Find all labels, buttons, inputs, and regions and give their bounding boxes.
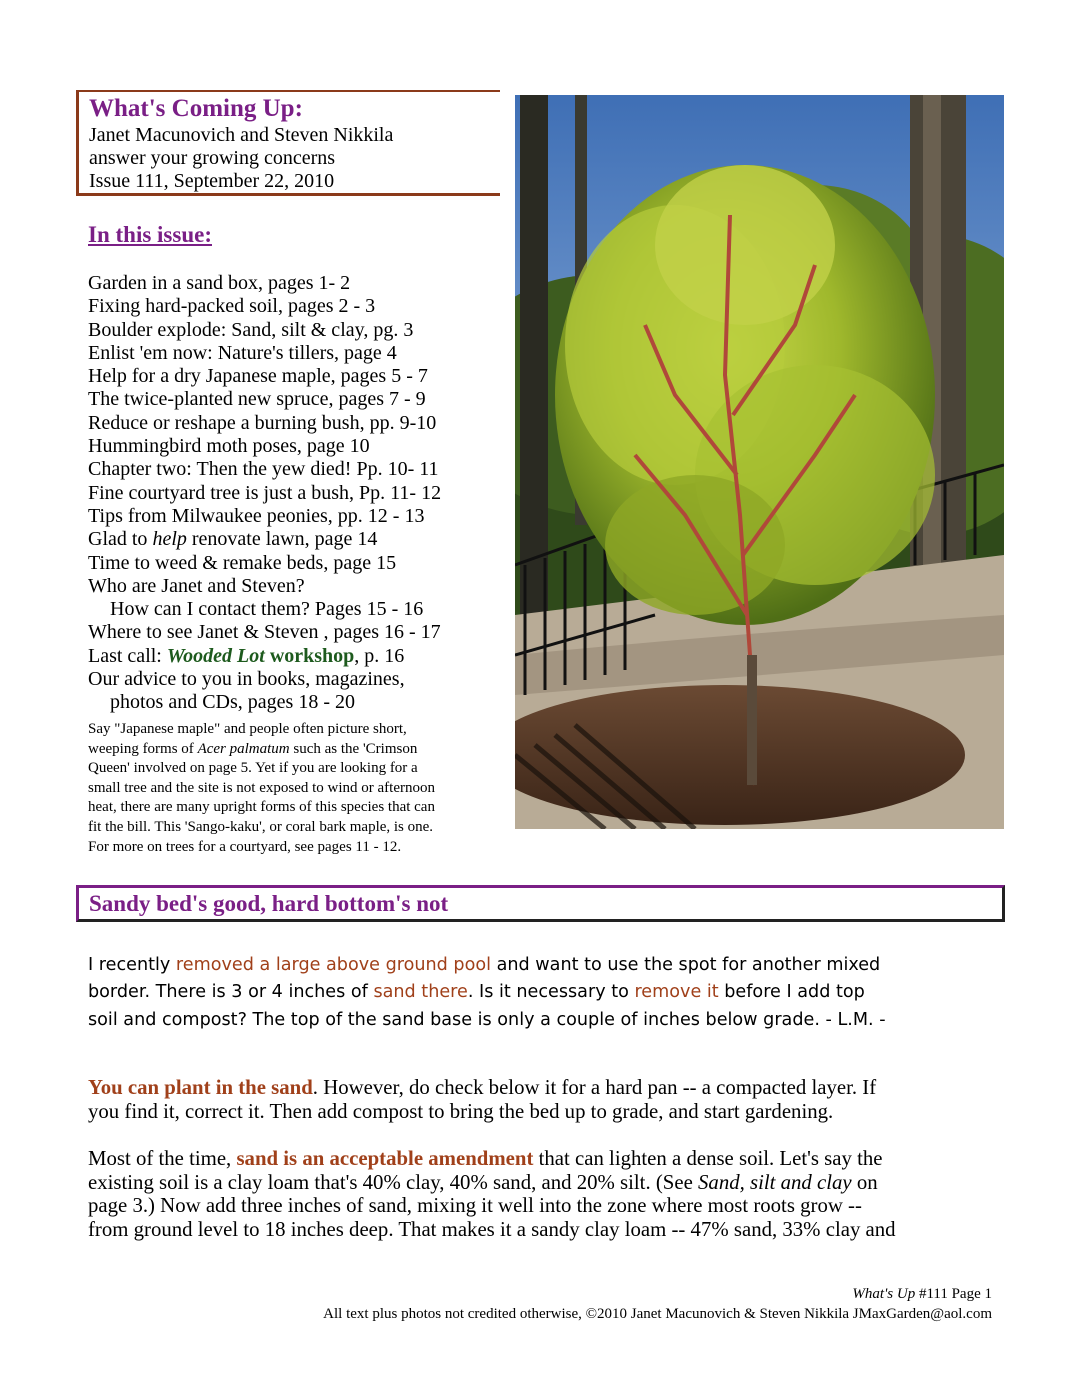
- photo-caption: [88, 720, 504, 857]
- answer-line: you find it, correct it. Then add compost to bring the bed up to grade, and start gardening.: [88, 1099, 834, 1123]
- answer-reference[interactable]: Sand, silt and clay: [698, 1170, 852, 1194]
- question-text: . Is it necessary to: [467, 982, 635, 1003]
- toc-item[interactable]: Hummingbird moth poses, page 10: [88, 435, 370, 458]
- header-issue: Issue 111, September 22, 2010: [89, 170, 335, 192]
- answer-line: page 3.) Now add three inches of sand, mixing it well into the zone where most roots grow --: [88, 1194, 862, 1217]
- question-line: [88, 952, 988, 979]
- toc-item[interactable]: photos and CDs, pages 18 - 20: [110, 691, 355, 714]
- footer-page-number: [852, 1286, 992, 1303]
- toc-item[interactable]: How can I contact them? Pages 15 - 16: [110, 598, 424, 621]
- caption-line: heat, there are many upright forms of this species that can: [88, 799, 435, 816]
- toc-item[interactable]: Time to weed & remake beds, page 15: [88, 551, 397, 574]
- toc-item[interactable]: Help for a dry Japanese maple, pages 5 - 7: [88, 365, 428, 388]
- caption-latin-name: Acer palmatum: [197, 740, 290, 757]
- answer-line: [88, 1147, 998, 1171]
- toc-item[interactable]: Where to see Janet & Steven , pages 16 - 17: [88, 621, 441, 644]
- answer-line: [88, 1076, 998, 1100]
- toc-list: [88, 272, 508, 715]
- question-text: and want to use the spot for another mixed: [491, 955, 881, 975]
- answer-text: existing soil is a clay loam that's 40% clay, 40% sand, and 20% silt. (See: [88, 1170, 699, 1194]
- toc-item[interactable]: Boulder explode: Sand, silt & clay, pg. 3: [88, 318, 414, 341]
- answer-line: from ground level to 18 inches deep. That makes it a sandy clay loam -- 47% sand, 33% clay and: [88, 1217, 896, 1241]
- toc-glad-post: renovate lawn, page 14: [186, 528, 378, 551]
- toc-heading: In this issue:: [88, 222, 212, 247]
- caption-line: For more on trees for a courtyard, see pages 11 - 12.: [88, 838, 402, 855]
- question-line: soil and compost? The top of the sand base is only a couple of inches below grade. - L.M. -: [88, 1009, 886, 1030]
- answer-text: . However, do check below it for a hard pan -- a compacted layer. If: [312, 1076, 877, 1099]
- caption-line: small tree and the site is not exposed to wind or afternoon: [88, 779, 435, 796]
- answer-text: on: [851, 1170, 878, 1194]
- toc-item[interactable]: Tips from Milwaukee peonies, pp. 12 - 13: [88, 504, 425, 527]
- header-authors: Janet Macunovich and Steven Nikkila: [89, 124, 394, 146]
- caption-line: [88, 740, 504, 760]
- toc-item[interactable]: Our advice to you in books, magazines,: [88, 668, 405, 691]
- question-highlight: remove it: [634, 982, 719, 1003]
- question-text: border. There is 3 or 4 inches of: [88, 982, 374, 1003]
- caption-text: such as the 'Crimson: [289, 740, 418, 757]
- answer-paragraph-2: [88, 1147, 998, 1241]
- toc-last-bold: workshop: [264, 644, 355, 667]
- footer-page-text: #111 Page 1: [915, 1286, 992, 1302]
- toc-last-pre: Last call:: [88, 644, 167, 667]
- toc-last-post: , p. 16: [354, 644, 405, 667]
- caption-text: weeping forms of: [88, 740, 198, 757]
- question-highlight: sand there: [373, 982, 468, 1003]
- toc-item[interactable]: Chapter two: Then the yew died! Pp. 10- 11: [88, 458, 439, 481]
- question-text: before I add top: [718, 982, 865, 1003]
- answer-text: Most of the time,: [88, 1147, 237, 1170]
- toc-last-em: Wooded Lot: [166, 644, 265, 667]
- header-tagline: answer your growing concerns: [89, 147, 336, 169]
- japanese-maple-photo: [515, 95, 1004, 829]
- toc-item[interactable]: Enlist 'em now: Nature's tillers, page 4: [88, 341, 397, 364]
- answer-text: that can lighten a dense soil. Let's say the: [533, 1147, 883, 1170]
- newsletter-title: What's Coming Up:: [89, 95, 303, 122]
- header-box: [76, 90, 500, 196]
- caption-line: Queen' involved on page 5. Yet if you are looking for a: [88, 760, 418, 777]
- toc-item-last-call[interactable]: [88, 645, 508, 668]
- toc-item-glad[interactable]: [88, 528, 508, 551]
- footer-copyright: All text plus photos not credited otherwise, ©2010 Janet Macunovich & Steven Nikkila JMaxGarden@aol.com: [323, 1306, 992, 1322]
- question-text: I recently: [88, 955, 176, 975]
- answer-paragraph-1: [88, 1076, 998, 1123]
- answer-line: [88, 1171, 998, 1195]
- reader-question: [88, 952, 988, 1034]
- toc-glad-em: help: [152, 528, 187, 551]
- question-line: [88, 979, 988, 1006]
- question-highlight: removed a large above ground pool: [175, 955, 491, 975]
- footer-publication: What's Up: [852, 1286, 916, 1302]
- caption-line: fit the bill. This 'Sango-kaku', or coral bark maple, is one.: [88, 818, 434, 835]
- section-heading-box: [76, 885, 1005, 922]
- answer-highlight: sand is an acceptable amendment: [236, 1147, 534, 1170]
- toc-last-wooded: [167, 645, 354, 667]
- toc-item[interactable]: Fine courtyard tree is just a bush, Pp. 11- 12: [88, 481, 442, 504]
- toc-item[interactable]: Garden in a sand box, pages 1- 2: [88, 272, 351, 294]
- toc-glad-pre: Glad to: [88, 528, 153, 551]
- toc-item[interactable]: The twice-planted new spruce, pages 7 - 9: [88, 388, 426, 411]
- section-title: Sandy bed's good, hard bottom's not: [89, 891, 449, 916]
- toc-item[interactable]: Fixing hard-packed soil, pages 2 - 3: [88, 295, 376, 318]
- answer-highlight: You can plant in the sand: [88, 1076, 313, 1099]
- caption-line: Say "Japanese maple" and people often picture short,: [88, 721, 407, 737]
- toc-item[interactable]: Reduce or reshape a burning bush, pp. 9-10: [88, 411, 437, 434]
- toc-item[interactable]: Who are Janet and Steven?: [88, 574, 305, 597]
